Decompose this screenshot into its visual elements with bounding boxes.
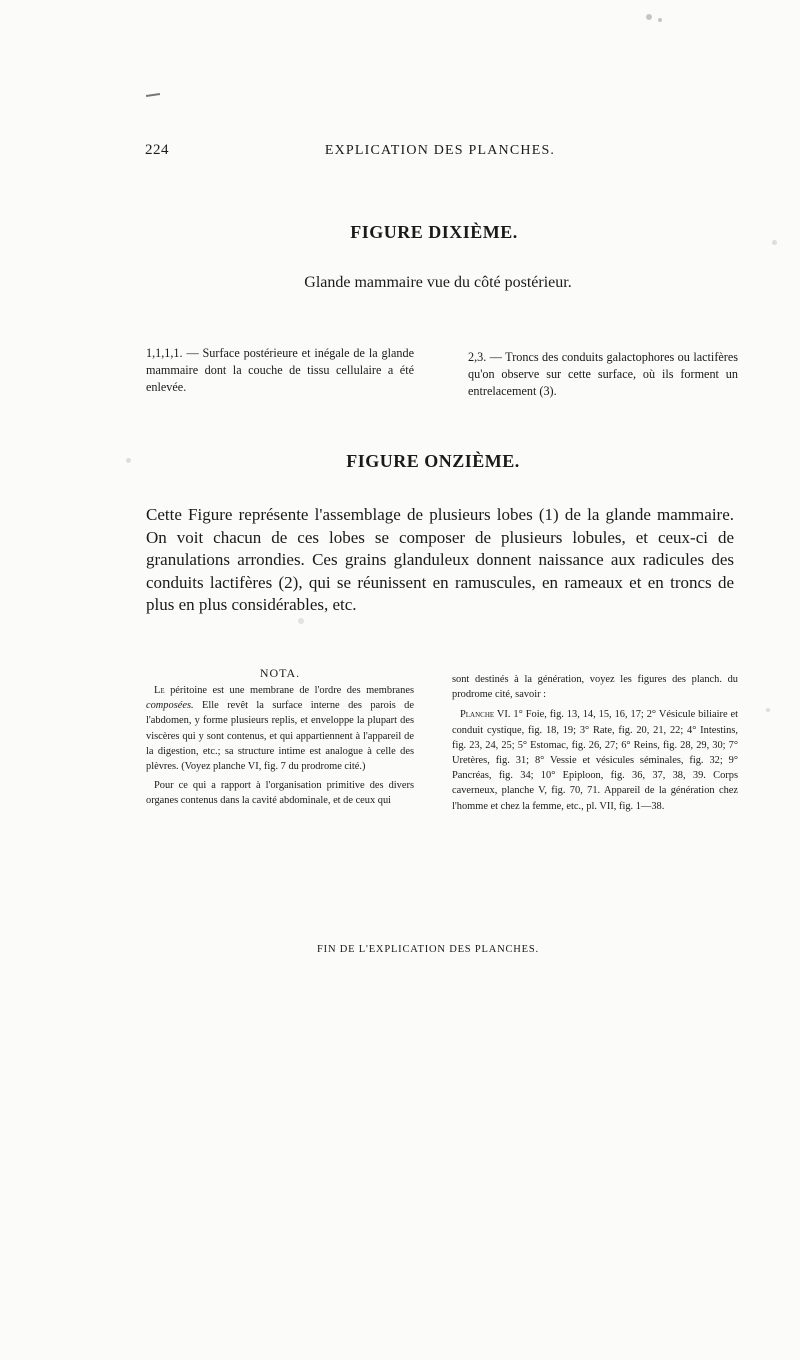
figure-10-title: FIGURE DIXIÈME.	[350, 222, 518, 242]
plate-lead-word: Planche	[460, 709, 495, 721]
figure-11-title: FIGURE ONZIÈME.	[346, 451, 520, 471]
nota-paragraph-1	[146, 683, 414, 774]
figure-10-subtitle: Glande mammaire vue du côté postérieur.	[304, 274, 572, 291]
nota-right-column	[452, 672, 738, 814]
paper-speck	[766, 708, 770, 712]
ink-mark	[146, 93, 160, 97]
figure-10-legend-left: 1,1,1,1. — Surface postérieure et inégale de la glande mammaire dont la couche de tissu cellulaire a été enlevée.	[146, 346, 414, 394]
nota-p1-italic: composées.	[146, 700, 194, 712]
nota-lead-word: Le	[154, 685, 165, 696]
page-number: 224	[145, 142, 169, 158]
nota-right-intro: sont destinés à la génération, voyez les figures des planch. du prodrome cité, savoir :	[452, 674, 738, 701]
nota-plate-list	[452, 707, 738, 813]
paper-speck	[646, 14, 652, 20]
plate-list-text: VI. 1° Foie, fig. 13, 14, 15, 16, 17; 2° Vésicule biliaire et conduit cystique, fig. 18, 19; 3° Rate, fig. 20, 21, 22; 4° Intestins, fig. 23, 24, 25; 5° Estomac, fig. 26, 27; 6° Reins, fig. 28, 29, 30; 7° Uretères, fig. 31; 8° Vessie et vésicules séminales, fig. 32; 9° Pancréas, fig. 34; 10° Epiploon, fig. 36, 37, 38, 39. Corps caverneux, planche V, fig. 70, 71. Appareil de la génération chez l'homme et chez la femme, etc., pl. VII, fig. 1—38.	[452, 709, 738, 812]
nota-paragraph-2: Pour ce qui a rapport à l'organisation primitive des divers organes contenus dans la cavité abdominale, et de ceux qui	[146, 780, 414, 807]
end-of-explanation: FIN DE L'EXPLICATION DES PLANCHES.	[317, 944, 539, 955]
paper-speck	[772, 240, 777, 245]
paper-speck	[126, 458, 131, 463]
figure-11-description: Cette Figure représente l'assemblage de plusieurs lobes (1) de la glande mammaire. On voit chacun de ces lobes se composer de plusieurs lobules, et ceux-ci de granulations arrondies. Ces grains glanduleux donnent naissance aux radicules des conduits lactifères (2), qui se réunissent en ramuscules, en rameaux et en troncs de plus en plus considérables, etc.	[146, 505, 734, 614]
nota-left-column	[146, 683, 414, 809]
running-title: EXPLICATION DES PLANCHES.	[324, 143, 556, 158]
nota-p1-text-a: péritoine est une membrane de l'ordre des membranes	[164, 685, 414, 696]
nota-title: NOTA.	[259, 666, 301, 680]
nota-p1-text-b: Elle revêt la surface interne des parois de l'abdomen, y forme plusieurs replis, et enveloppe la plupart des viscères qui y sont contenus, et qui appartiennent à l'appareil de la digestion, etc.; sa structure intime est analogue à celle des plèvres. (Voyez planche VI, fig. 7 du prodrome cité.)	[146, 700, 414, 773]
paper-speck	[298, 618, 304, 624]
figure-10-legend-right: 2,3. — Troncs des conduits galactophores ou lactifères qu'on observe sur cette surface, où ils forment un entrelacement (3).	[468, 350, 738, 398]
paper-speck	[658, 18, 662, 22]
